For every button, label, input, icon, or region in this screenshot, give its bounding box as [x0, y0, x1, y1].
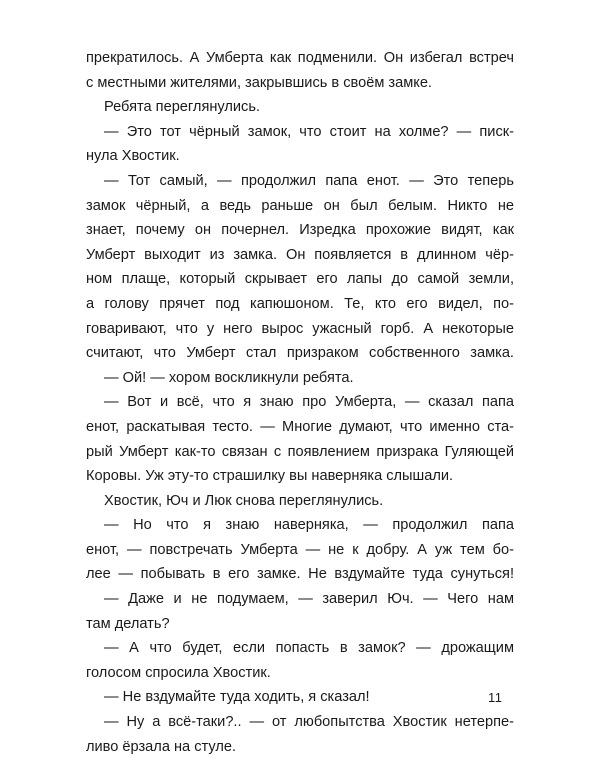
text-line: — Не вздумайте туда ходить, я сказал!: [104, 689, 370, 706]
text-line: ливо ёрзала на стуле.: [86, 738, 237, 755]
text-line: с местными жителями, закрывшись в своём замке.: [86, 74, 432, 91]
text-line: считают, что Умберт стал призраком собственного замка.: [86, 345, 514, 362]
page-number: 11: [488, 690, 503, 705]
text-line: енот, раскатывая тесто. — Многие думают, что именно ста-: [86, 418, 514, 435]
text-line: — Ну а всё-таки?.. — от любопытства Хвостик нетерпе-: [104, 714, 514, 731]
text-line: Умберт выходит из замка. Он появляется в длинном чёр-: [86, 246, 514, 263]
text-line: ном плаще, который скрывает его лапы до самой земли,: [86, 271, 514, 288]
text-line: а голову прячет под капюшоном. Те, кто его видел, по-: [86, 295, 514, 312]
text-line: Хвостик, Юч и Люк снова переглянулись.: [104, 492, 384, 509]
text-line: — Это тот чёрный замок, что стоит на холме? — писк-: [104, 123, 514, 140]
text-line: — А что будет, если попасть в замок? — дрожащим: [104, 640, 514, 657]
text-line: енот, — повстречать Умберта — не к добру. А уж тем бо-: [86, 541, 514, 558]
text-line: рый Умберт как-то связан с появлением призрака Гуляющей: [86, 443, 514, 460]
text-line: говаривают, что у него вырос ужасный горб. А некоторые: [86, 320, 514, 337]
text-line: — Но что я знаю наверняка, — продолжил папа: [104, 517, 514, 534]
book-page-text: [86, 46, 514, 759]
text-line: — Даже и не подумаем, — заверил Юч. — Чего нам: [104, 591, 514, 608]
text-line: — Вот и всё, что я знаю про Умберта, — сказал папа: [104, 394, 514, 411]
text-line: Ребята переглянулись.: [104, 99, 261, 116]
text-line: прекратилось. А Умберта как подменили. Он избегал встреч: [86, 50, 514, 66]
text-line: знает, почему он почернел. Изредка прохожие видят, как: [86, 222, 514, 239]
text-line: — Ой! — хором воскликнули ребята.: [104, 369, 354, 386]
text-line: замок чёрный, а ведь раньше он был белым. Никто не: [86, 197, 514, 214]
text-line: лее — побывать в его замке. Не вздумайте туда сунуться!: [86, 566, 514, 583]
text-line: нула Хвостик.: [86, 148, 180, 165]
text-line: там делать?: [86, 615, 170, 632]
text-line: Коровы. Уж эту-то страшилку вы наверняка слышали.: [86, 468, 454, 485]
text-line: — Тот самый, — продолжил папа енот. — Это теперь: [104, 172, 514, 189]
text-line: голосом спросила Хвостик.: [86, 664, 271, 681]
